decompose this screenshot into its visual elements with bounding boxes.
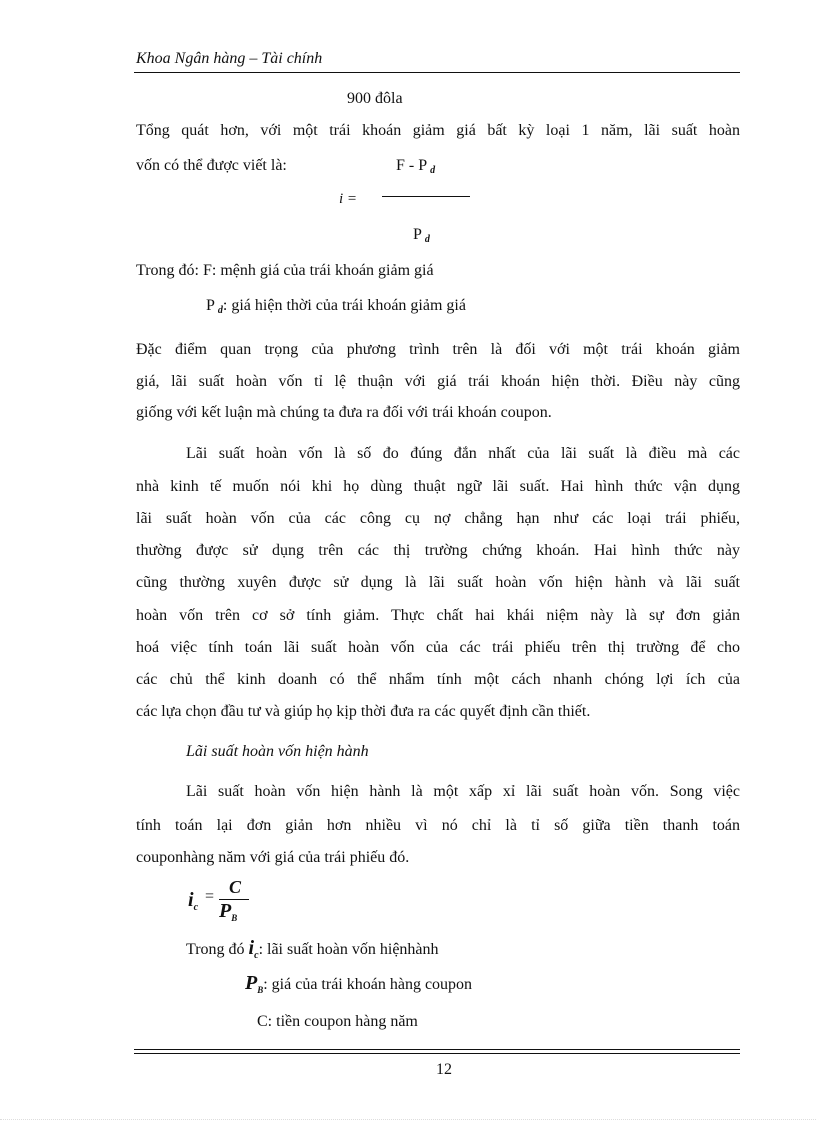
formula1-denominator-sub: d [424,234,430,245]
para2-line: hoá việc tính toán lãi suất hoàn vốn của các trái phiếu trên thị trường để cho [136,639,740,656]
para3-line: Lãi suất hoàn vốn hiện hành là một xấp xỉ lãi suất hoàn vốn. Song việc [186,783,740,800]
where2-pb-sub: B [257,985,264,995]
para2-line: cũng thường xuyên được sử dụng là lãi suất hoàn vốn hiện hành và lãi suất [136,574,740,591]
formula2-lhs-symbol: i [188,889,194,911]
para1-line: Đặc điểm quan trọng của phương trình trên là đối với một trái khoán giảm [136,341,740,358]
para1-line: giống với kết luận mà chúng ta đưa ra đối với trái khoán coupon. [136,404,552,421]
formula2 [186,877,266,921]
page-header-title: Khoa Ngân hàng – Tài chính [136,50,323,67]
para2-line: nhà kinh tế muốn nói khi họ dùng thuật ngữ lãi suất. Hai hình thức vận dụng [136,478,740,495]
where2-line-1 [186,937,439,961]
formula2-lhs [188,889,198,913]
page-number: 12 [436,1061,452,1078]
formula1-fraction-bar [382,196,470,197]
where2-line-3: C: tiền coupon hàng năm [257,1013,418,1030]
where1-line-2 [206,297,466,316]
intro-line-2: vốn có thể được viết là: [136,157,287,174]
where2-pb-desc: : giá của trái khoán hàng coupon [263,976,473,993]
formula1-numerator-sub: d [430,165,436,176]
formula2-denominator-symbol: P [219,900,232,922]
para2-line: hoàn vốn trên cơ sở tính giảm. Thực chất hai khái niệm này là sự đơn giản [136,607,740,624]
para3-line: couponhàng năm với giá của trái phiếu đó. [136,849,410,866]
para2-line: lãi suất hoàn vốn của các công cụ nợ chẳng hạn như các loại trái phiếu, [136,510,740,527]
para1-line: giá, lãi suất hoàn vốn tỉ lệ thuận với giá trái khoán hiện thời. Điều này cũng [136,373,740,390]
formula1-denominator [413,226,430,245]
para2-line: các chủ thể kinh doanh có thể nhẩm tính một cách nhanh chóng lợi ích của [136,671,740,688]
where2-ic-symbol: i [248,937,255,959]
para3-line: tính toán lại đơn giản hơn nhiều vì nó chỉ là tỉ số giữa tiền thanh toán [136,817,740,834]
where2-line-2 [245,972,472,995]
para2-line: Lãi suất hoàn vốn là số đo đúng đắn nhất của lãi suất là điều mà các [186,445,740,462]
formula2-denominator-sub: B [231,913,238,923]
where1-p-symbol: P [206,297,215,314]
footer-divider-bottom [134,1053,740,1054]
para2-line: các lựa chọn đầu tư và giúp họ kịp thời đưa ra các quyết định cần thiết. [136,703,591,720]
formula1-numerator-text: F - P [396,157,428,174]
formula1-denominator-text: P [413,226,422,243]
para2-line: thường được sử dụng trên các thị trường chứng khoán. Hai hình thức này [136,542,740,559]
formula1-lhs: i = [339,191,358,207]
where2-ic-desc: : lãi suất hoàn vốn hiệnhành [258,941,439,958]
header-divider [134,72,740,73]
where1-p-sub: d [217,305,223,316]
formula1-numerator [396,157,435,176]
page-bottom-dotted-line [0,1119,816,1120]
formula2-numerator: C [228,877,241,897]
footer-divider-top [134,1049,740,1050]
where2-pb-symbol: P [245,972,258,994]
intro-line-1: Tổng quát hơn, với một trái khoán giảm giá bất kỳ loại 1 năm, lãi suất hoàn [136,122,740,139]
formula2-denominator [219,900,237,923]
where1-line-1: Trong đó: F: mệnh giá của trái khoán giảm giá [136,262,434,279]
formula2-equals: = [205,888,215,905]
formula2-lhs-sub: c [193,902,199,913]
where2-ic-sub: c [254,950,259,961]
subheading: Lãi suất hoàn vốn hiện hành [186,743,369,760]
where1-line-2-text: : giá hiện thời của trái khoán giảm giá [222,297,466,314]
where2-prefix: Trong đó [186,941,245,958]
amount-line: 900 đôla [347,90,403,107]
